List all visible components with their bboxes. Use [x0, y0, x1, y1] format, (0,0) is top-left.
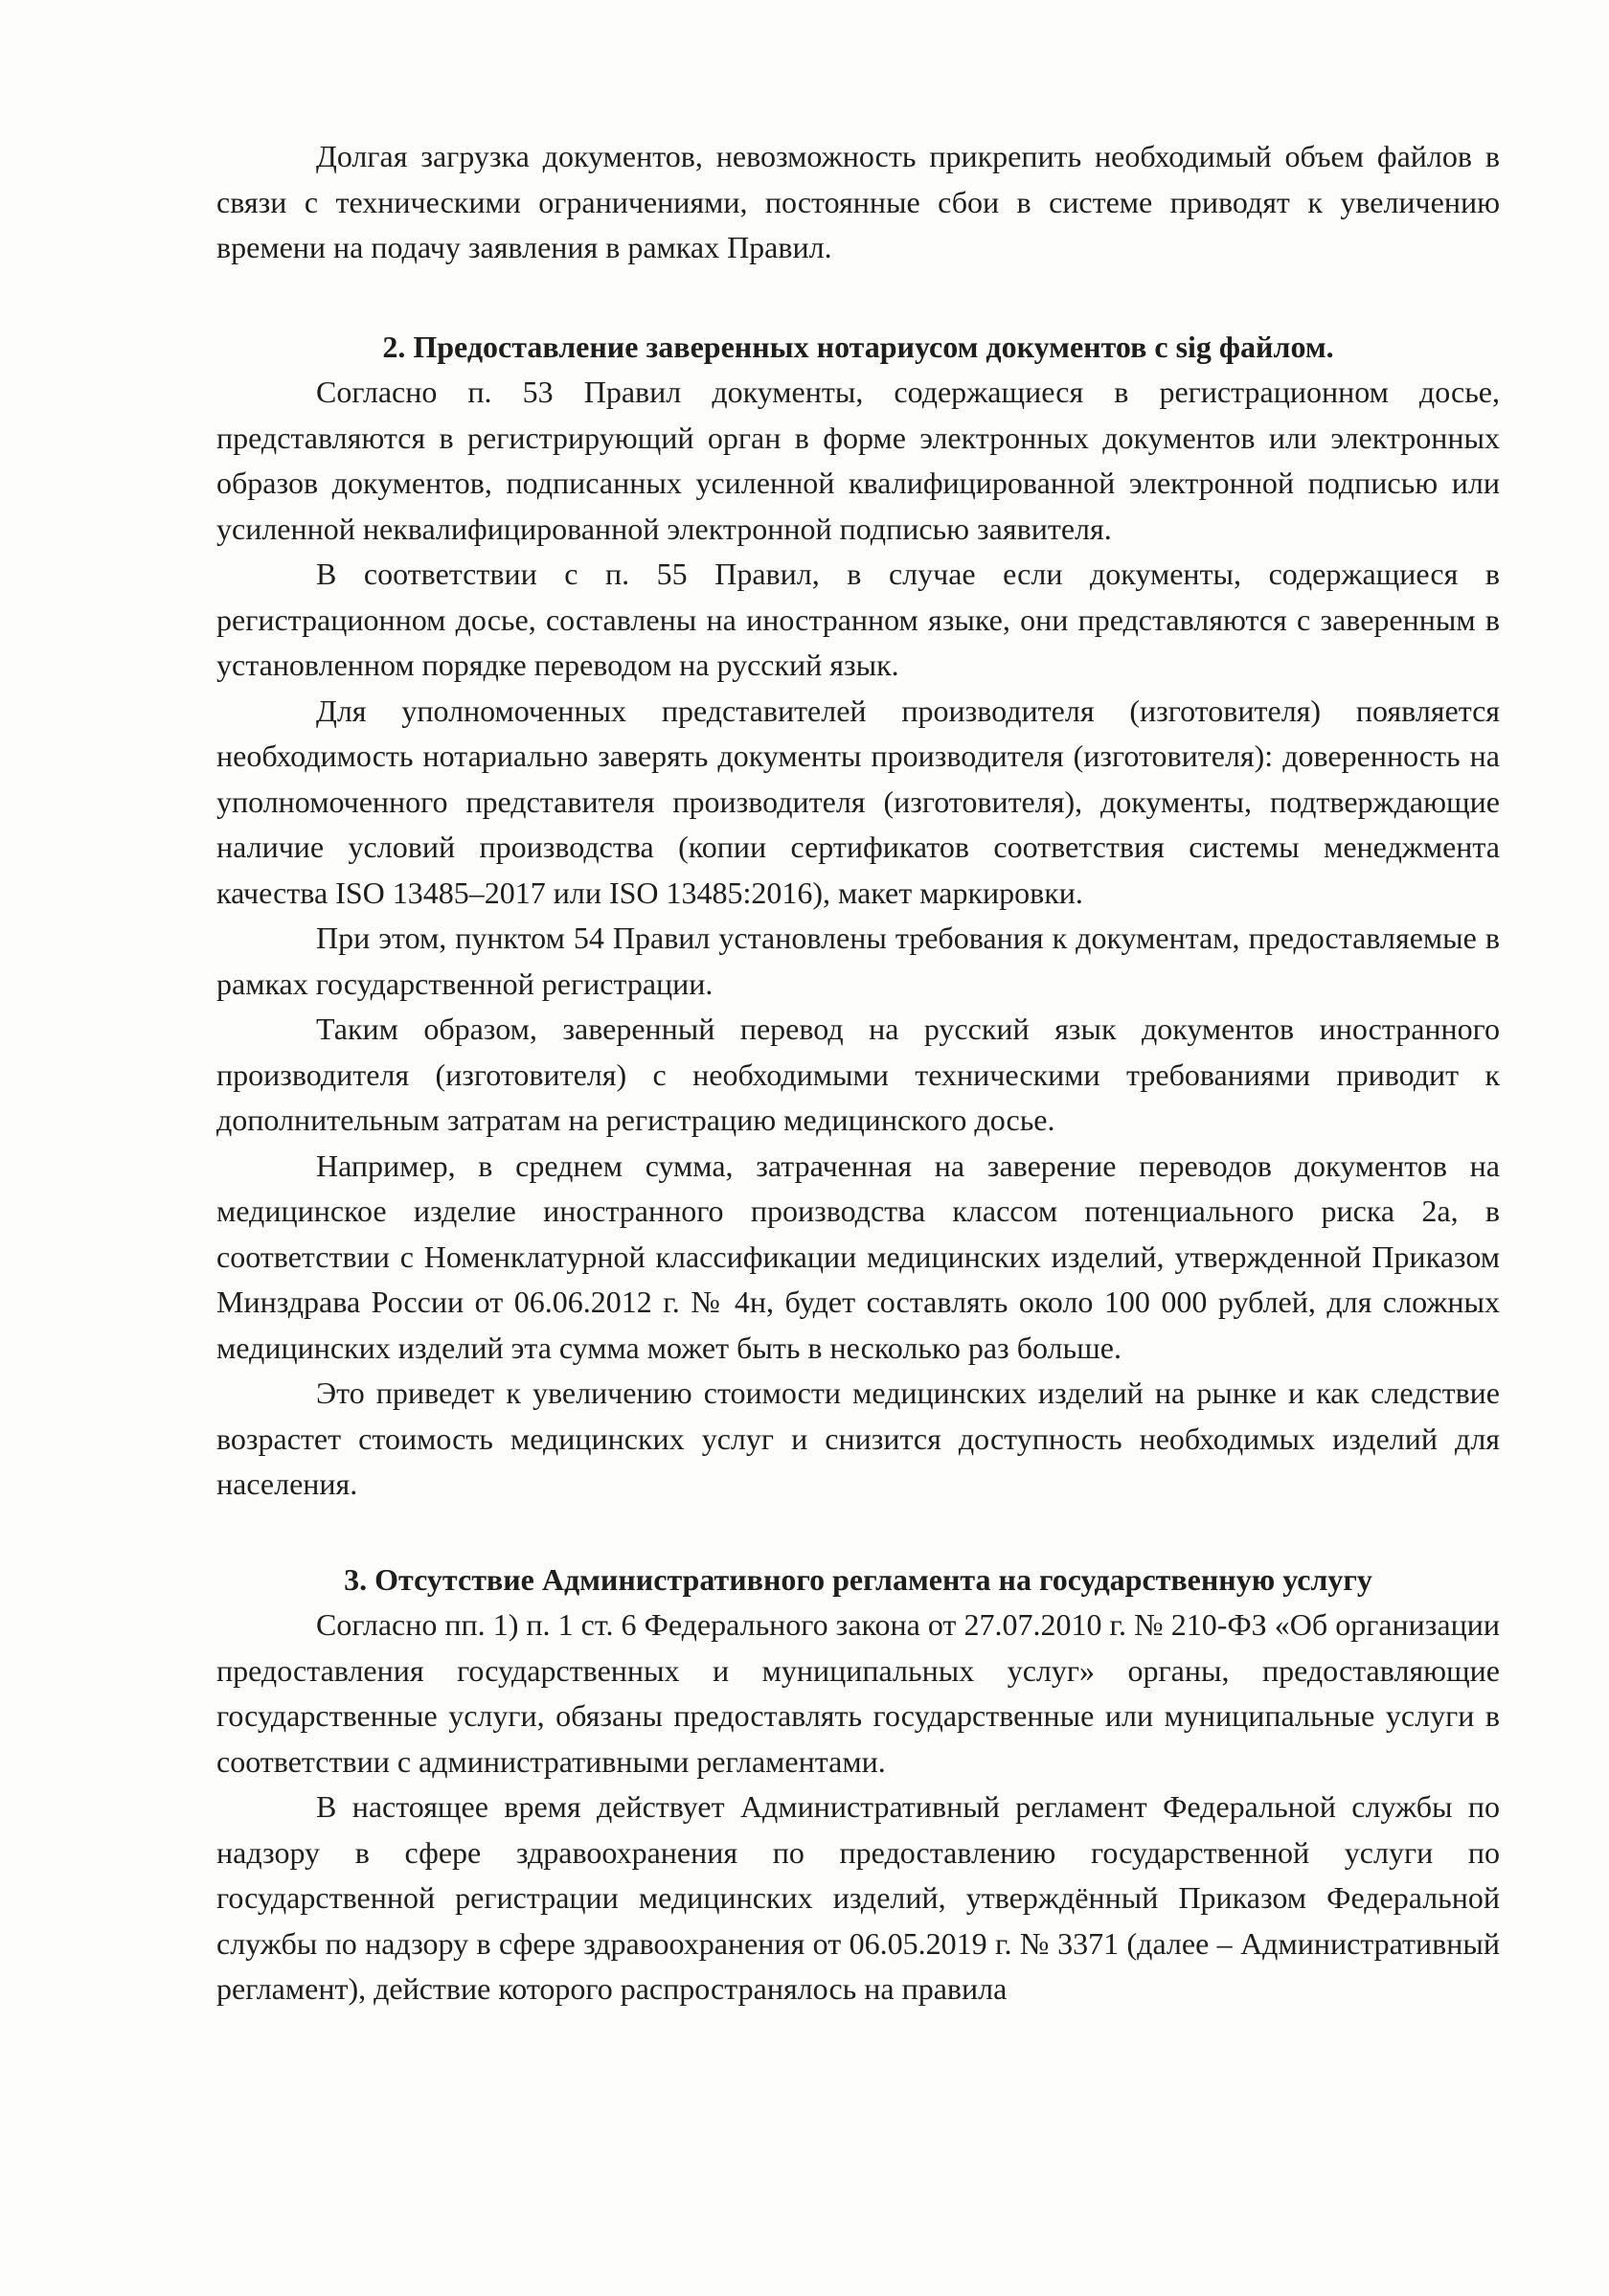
section-2-paragraph-6: Например, в среднем сумма, затраченная на заверение переводов документов на медицинское изделие иностранного производства классом потенциального риска 2а, в соответствии с Номенклатурной классификации медицинских изделий, утвержденной Приказом Минздрава России от 06.06.2012 г. № 4н, будет составлять около 100 000 рублей, для сложных медицинских изделий эта сумма может быть в несколько раз больше. — [216, 1148, 1500, 1365]
section-2-heading: 2. Предоставление заверенных нотариусом документов с sig файлом. — [382, 329, 1334, 364]
section-3-paragraph-2: В настоящее время действует Административный регламент Федеральной службы по надзору в сфере здравоохранения по предоставлению государственной услуги по государственной регистрации медицинских изделий, утверждённый Приказом Федеральной службы по надзору в сфере здравоохранения от 06.05.2019 г. № 3371 (далее – Административный регламент), действие которого распространялось на правила — [216, 1789, 1500, 2006]
section-2-paragraph-3: Для уполномоченных представителей производителя (изготовителя) появляется необходимость нотариально заверять документы производителя (изготовителя): доверенность на уполномоченного представителя производителя (изготовителя), документы, подтверждающие наличие условий производства (копии сертификатов соответствия системы менеджмента качества ISO 13485–2017 или ISO 13485:2016), макет маркировки. — [216, 693, 1500, 910]
section-2-paragraph-4: При этом, пунктом 54 Правил установлены требования к документам, предоставляемые в рамках государственной регистрации. — [216, 921, 1500, 1001]
document-body — [216, 134, 1500, 2012]
section-2-paragraph-5: Таким образом, заверенный перевод на русский язык документов иностранного производителя (изготовителя) с необходимыми техническими требованиями приводит к дополнительным затратам на регистрацию медицинского досье. — [216, 1012, 1500, 1137]
section-2-paragraph-1: Согласно п. 53 Правил документы, содержащиеся в регистрационном досье, представляются в регистрирующий орган в форме электронных документов или электронных образов документов, подписанных усиленной квалифицированной электронной подписью или усиленной неквалифицированной электронной подписью заявителя. — [216, 375, 1500, 546]
spacer — [216, 271, 1500, 325]
section-2-paragraph-7: Это приведет к увеличению стоимости медицинских изделий на рынке и как следствие возрастет стоимость медицинских услуг и снизится доступность необходимых изделий для населения. — [216, 1375, 1500, 1501]
intro-paragraph: Долгая загрузка документов, невозможность прикрепить необходимый объем файлов в связи с техническими ограничениями, постоянные сбои в системе приводят к увеличению времени на подачу заявления в рамках Правил. — [216, 139, 1500, 264]
section-3-paragraph-1: Согласно пп. 1) п. 1 ст. 6 Федерального закона от 27.07.2010 г. № 210-ФЗ «Об организации предоставления государственных и муниципальных услуг» органы, предоставляющие государственные услуги, обязаны предоставлять государственные или муниципальные услуги в соответствии с административными регламентами. — [216, 1607, 1500, 1779]
section-3-heading: 3. Отсутствие Административного регламента на государственную услугу — [344, 1561, 1372, 1597]
section-2-paragraph-2: В соответствии с п. 55 Правил, в случае если документы, содержащиеся в регистрационном досье, составлены на иностранном языке, они представляются с заверенным в установленном порядке переводом на русский язык. — [216, 557, 1500, 682]
spacer — [216, 1508, 1500, 1557]
